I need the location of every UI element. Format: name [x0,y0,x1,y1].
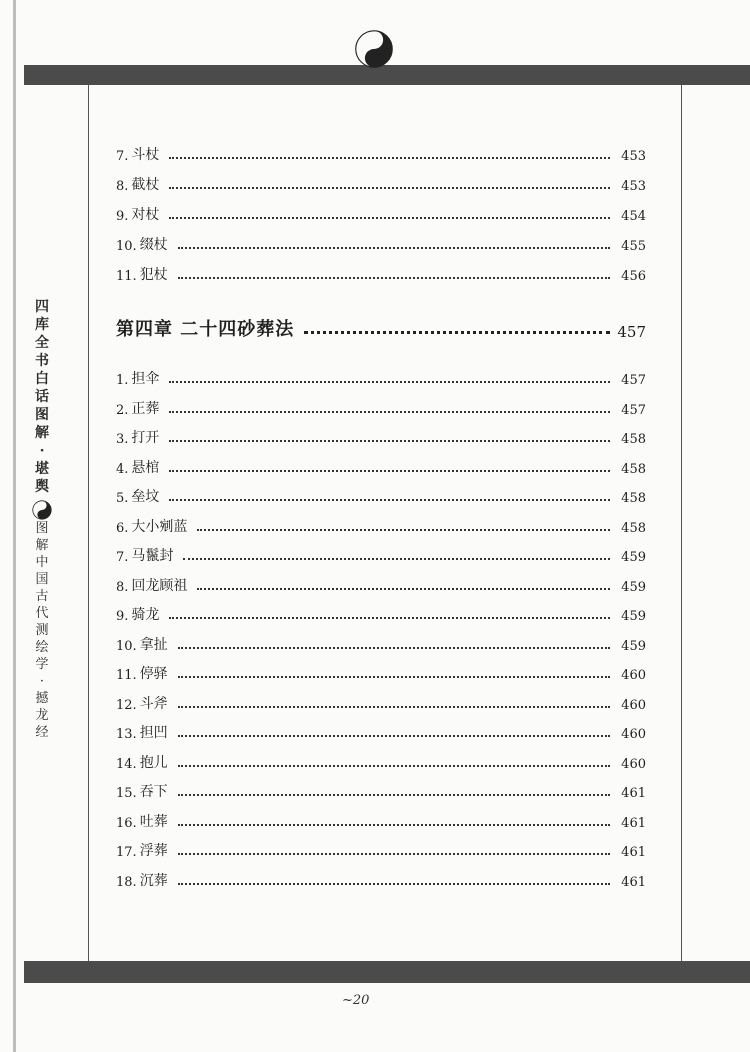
dot-leader [169,410,610,413]
side-subtitle-char: 绘 [35,640,49,655]
side-title-char: 舆 [35,479,49,495]
side-subtitle-char: 解 [35,538,49,553]
entry-title: 大小剜蓝 [131,518,188,535]
toc-entry[interactable] [116,779,646,801]
entry-number: 8. [116,579,129,595]
entry-page: 461 [621,815,646,831]
entry-page: 461 [621,786,646,801]
entry-page: 459 [621,638,646,654]
entry-page: 456 [621,269,646,284]
entry-number: 3. [116,432,129,447]
side-title-char: 全 [35,335,49,351]
entry-title: 浮葬 [139,843,168,859]
entry-title: 截杖 [131,177,160,193]
entry-title: 斗杖 [131,147,160,163]
entry-number: 5. [116,491,129,506]
toc-entry[interactable] [116,543,646,565]
toc-entry[interactable] [116,142,646,164]
entry-page: 459 [621,579,646,595]
dot-leader [178,646,610,649]
entry-title: 抱儿 [139,754,168,771]
dot-leader [178,675,610,678]
entry-page: 455 [621,239,646,254]
entry-page: 459 [621,550,646,565]
small-yin-yang-icon [32,500,52,520]
entry-title: 吞下 [139,784,168,800]
toc-entry[interactable] [116,455,646,477]
entry-number: 1. [116,373,129,388]
side-title-char: 堪 [35,461,49,477]
entry-number: 15. [116,786,137,801]
entry-number: 14. [116,756,137,772]
entry-page: 458 [621,461,646,477]
side-title-char: 库 [35,317,49,333]
entry-page: 457 [621,373,646,388]
entry-title: 正葬 [131,400,160,417]
entry-page: 460 [621,668,646,683]
entry-number: 10. [116,638,137,654]
side-subtitle-char: · [39,674,45,689]
side-subtitle-char: 图 [35,521,49,536]
entry-page: 458 [621,432,646,447]
entry-page: 453 [621,179,646,194]
dot-leader [178,882,610,885]
toc-entry[interactable] [116,514,646,536]
entry-number: 11. [116,269,137,284]
entry-number: 17. [116,845,137,860]
toc-entry[interactable] [116,868,646,890]
entry-page: 458 [621,491,646,506]
dot-leader [178,793,610,796]
dot-leader [169,380,610,383]
side-subtitle-char: 龙 [35,708,49,723]
entry-page: 457 [621,402,646,418]
dot-leader [169,469,610,472]
footer-band [24,961,750,983]
dot-leader [197,587,610,590]
dot-leader [169,156,610,159]
dot-leader [183,557,610,560]
yin-yang-icon [355,30,393,68]
toc-entry[interactable] [116,632,646,654]
entry-title: 沉葬 [139,872,168,889]
toc-entry[interactable] [116,691,646,713]
side-title-char: · [39,443,45,459]
dot-leader [178,246,610,249]
side-book-subtitle [30,520,54,741]
toc-entry[interactable] [116,366,646,388]
toc-entry[interactable] [116,720,646,742]
entry-number: 9. [116,209,129,224]
entry-number: 16. [116,815,137,831]
chapter-page: 457 [617,323,646,341]
chapter-heading[interactable] [116,313,646,341]
entry-title: 停驿 [139,666,168,682]
side-title-char: 解 [35,425,49,441]
entry-number: 18. [116,874,137,890]
entry-page: 460 [621,727,646,742]
entry-page: 461 [621,874,646,890]
side-subtitle-char: 测 [35,623,49,638]
entry-page: 460 [621,697,646,713]
entry-number: 9. [116,609,129,624]
entry-page: 453 [621,149,646,164]
entry-page: 454 [621,209,646,224]
entry-page: 460 [621,756,646,772]
dot-leader [178,734,610,737]
entry-title: 回龙顾祖 [131,577,188,594]
entry-title: 担凹 [139,725,168,741]
entry-number: 8. [116,179,129,194]
entry-number: 12. [116,697,137,713]
dot-leader [304,330,610,334]
toc-entry[interactable] [116,172,646,194]
dot-leader [169,216,610,219]
page-edge-rule [13,0,16,1052]
entry-page: 461 [621,845,646,860]
dot-leader [178,764,610,767]
entry-number: 4. [116,461,129,477]
entry-page: 459 [621,609,646,624]
dot-leader [169,616,610,619]
side-title-char: 书 [35,353,49,369]
entry-title: 悬棺 [131,459,160,476]
dot-leader [169,439,610,442]
side-title-char: 白 [35,371,49,387]
side-title-char: 四 [35,299,49,315]
dot-leader [169,186,610,189]
toc-entry[interactable] [116,661,646,683]
entry-title: 马鬣封 [131,548,174,564]
entry-title: 吐葬 [139,813,168,830]
entry-number: 10. [116,239,137,254]
toc-entry[interactable] [116,484,646,506]
side-subtitle-char: 经 [35,725,49,740]
side-subtitle-char: 中 [35,555,49,570]
dot-leader [178,852,610,855]
entry-number: 2. [116,402,129,418]
side-subtitle-char: 古 [35,589,49,604]
entry-title: 垒坟 [131,489,160,505]
side-subtitle-char: 国 [35,572,49,587]
toc-entry[interactable] [116,425,646,447]
entry-title: 犯杖 [139,267,168,283]
side-title-char: 话 [35,389,49,405]
side-subtitle-char: 代 [35,606,49,621]
toc-entry[interactable] [116,573,646,595]
dot-leader [178,276,610,279]
entry-number: 7. [116,550,129,565]
entry-title: 担伞 [131,371,160,387]
toc-entry[interactable] [116,232,646,254]
side-subtitle-char: 撼 [35,691,49,706]
entry-number: 11. [116,668,137,683]
dot-leader [197,528,610,531]
entry-title: 斗斧 [139,695,168,712]
entry-title: 打开 [131,430,160,446]
entry-number: 13. [116,727,137,742]
dot-leader [178,823,610,826]
entry-title: 拿扯 [139,636,168,653]
toc-entry[interactable] [116,750,646,772]
chapter-title: 第四章 二十四砂葬法 [116,319,295,340]
page-number: ~20 [342,993,370,1008]
dot-leader [178,705,610,708]
entry-title: 骑龙 [131,607,160,623]
side-title-char: 图 [35,407,49,423]
toc-entry[interactable] [116,202,646,224]
toc-entry[interactable] [116,838,646,860]
toc-entry[interactable] [116,809,646,831]
side-book-title [30,298,54,524]
entry-page: 458 [621,520,646,536]
toc-entry[interactable] [116,602,646,624]
entry-title: 对杖 [131,207,160,223]
toc-entry[interactable] [116,396,646,418]
dot-leader [169,498,610,501]
entry-number: 7. [116,149,129,164]
entry-number: 6. [116,520,129,536]
side-subtitle-char: 学 [35,657,49,672]
toc-entry[interactable] [116,262,646,284]
entry-title: 缀杖 [139,237,168,253]
header-band [24,65,750,85]
